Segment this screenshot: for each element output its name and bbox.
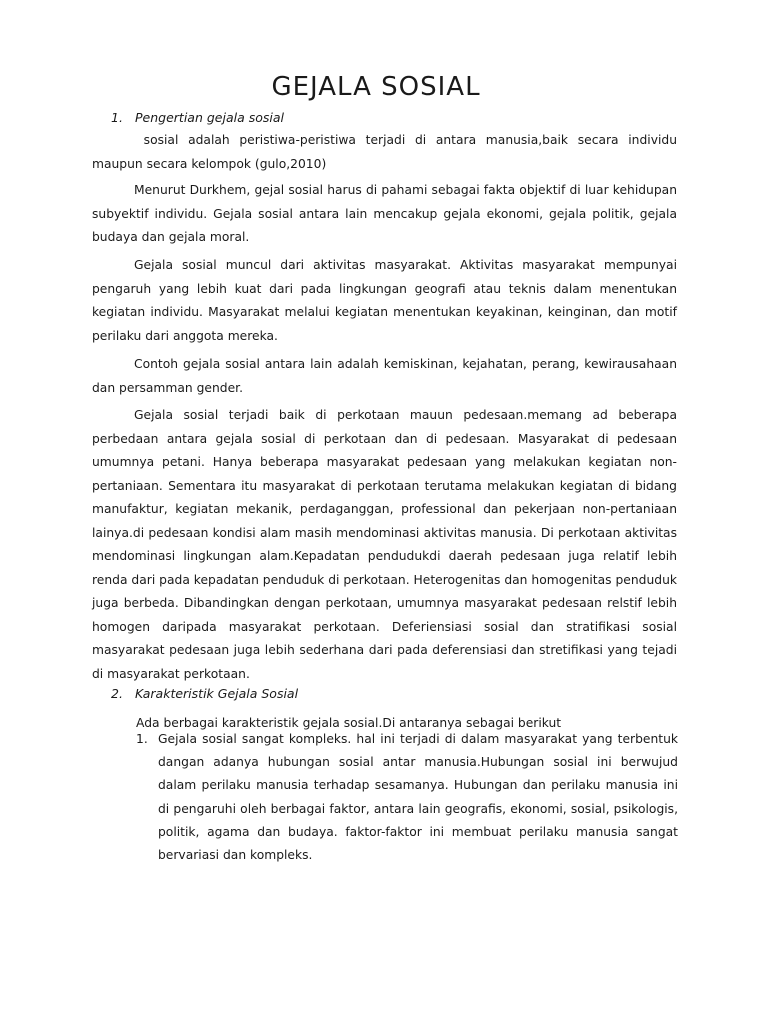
paragraph-text: Contoh gejala sosial antara lain adalah kemiskinan, kejahatan, perang, kewirausahaan dan persamman gender.: [92, 357, 677, 395]
section-heading-karakteristik: [111, 686, 298, 701]
section-heading-pengertian: [111, 110, 284, 125]
paragraph: [92, 179, 677, 250]
paragraph: [92, 404, 677, 686]
section-heading-text: Pengertian gejala sosial: [135, 110, 284, 125]
section-lead: Ada berbagai karakteristik gejala sosial.Di antaranya sebagai berikut: [136, 716, 562, 730]
paragraph-text: Menurut Durkhem, gejal sosial harus di pahami sebagai fakta objektif di luar kehidupan subyektif individu. Gejala sosial antara lain mencakup gejala ekonomi, gejala politik, gejala budaya dan gejala moral.: [92, 183, 677, 244]
document-title: GEJALA SOSIAL: [271, 72, 481, 102]
paragraph-text: Gejala sosial terjadi baik di perkotaan mauun pedesaan.memang ad beberapa perbedaan antara gejala sosial di perkotaan dan di pedesaan. Masyarakat di pedesaan umumnya petani. Hanya beberapa masyarakat pedesaan yang melakukan kegiatan non-pertaniaan. Sementara itu masyarakat di perkotaan terutama melakukan kegiatan di bidang manufaktur, kegiatan mekanik, perdaganggan, professional dan pekerjaan non-pertaniaan lainya.di pedesaan kondisi alam masih mendominasi aktivitas manusia. Di perkotaan aktivitas mendominasi lingkungan alam.Kepadatan pendudukdi daerah pedesaan juga relatif lebih renda dari pada kepadatan penduduk di perkotaan. Heterogenitas dan homogenitas penduduk juga berbeda. Dibandingkan dengan perkotaan, umumnya masyarakat pedesaan relstif lebih homogen daripada masyarakat perkotaan. Deferiensiasi sosial dan stratifikasi sosial masyarakat pedesaan juga lebih sederhana dari pada deferensiasi dan stretifikasi yang tejadi di masyarakat perkotaan.: [92, 408, 677, 681]
list-item-text: Gejala sosial sangat kompleks. hal ini terjadi di dalam masyarakat yang terbentuk dangan adanya hubungan sosial antar manusia.Hubungan sosial ini berwujud dalam perilaku manusia terhadap sesamanya. Hubungan dan perilaku manusia ini di pengaruhi oleh berbagai faktor, antara lain geografis, ekonomi, sosial, psikologis, politik, agama dan budaya. faktor-faktor ini membuat perilaku manusia sangat bervariasi dan kompleks.: [158, 732, 678, 863]
section-number: 1.: [111, 110, 123, 125]
paragraph: [92, 353, 677, 400]
paragraph: [92, 254, 677, 348]
paragraph-text: Gejala sosial muncul dari aktivitas masyarakat. Aktivitas masyarakat mempunyai pengaruh yang lebih kuat dari pada lingkungan geografi atau teknis dalam menentukan kegiatan individu. Masyarakat melalui kegiatan menentukan keyakinan, keinginan, dan motif perilaku dari anggota mereka.: [92, 258, 677, 343]
paragraph: [92, 129, 677, 176]
list-item: [136, 728, 678, 867]
paragraph-text: sosial adalah peristiwa-peristiwa terjadi di antara manusia,baik secara individu maupun secara kelompok (gulo,2010): [92, 133, 677, 171]
list-item-number: 1.: [136, 732, 148, 746]
section-heading-text: Karakteristik Gejala Sosial: [135, 686, 299, 701]
section-number: 2.: [111, 686, 123, 701]
